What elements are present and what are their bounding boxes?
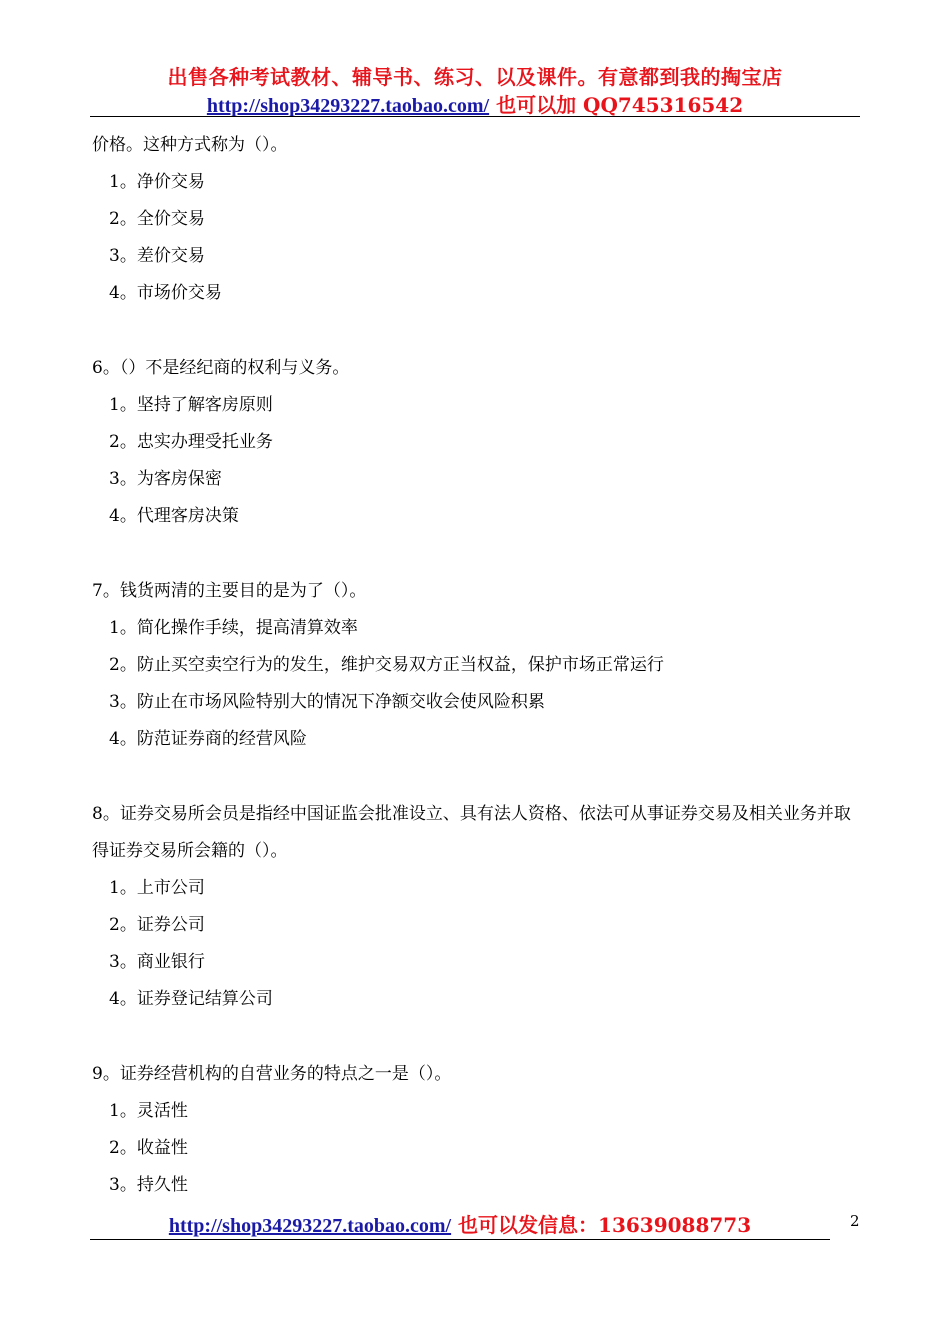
spacer xyxy=(92,758,862,796)
question-6: 6。（）不是经纪商的权利与义务。 xyxy=(92,358,350,378)
footer-shop-link[interactable]: http://shop34293227.taobao.com/ xyxy=(168,1215,452,1237)
option-item: 2。忠实办理受托业务 xyxy=(109,432,273,452)
header-divider xyxy=(90,116,860,117)
option-item: 3。差价交易 xyxy=(109,246,205,266)
spacer xyxy=(92,312,862,350)
header-qq-number: 745316542 xyxy=(617,93,744,117)
option-item: 1。简化操作手续，提高清算效率 xyxy=(109,618,358,638)
question-7: 7。钱货两清的主要目的是为了（）。 xyxy=(92,581,367,601)
header-ad-text: 出售各种考试教材、辅导书、练习、以及课件。有意都到我的掏宝店 xyxy=(167,65,783,89)
question-8: 8。证券交易所会员是指经中国证监会批准设立、具有法人资格、依法可从事证券交易及相关业务并取得证券交易所会籍的（）。 xyxy=(92,804,851,861)
option-item: 1。灵活性 xyxy=(109,1101,188,1121)
header-shop-link[interactable]: http://shop34293227.taobao.com/ xyxy=(206,95,490,117)
option-item: 3。商业银行 xyxy=(109,952,205,972)
option-item: 4。证券登记结算公司 xyxy=(109,989,273,1009)
page-footer xyxy=(90,1210,830,1241)
option-item: 2。防止买空卖空行为的发生，维护交易双方正当权益，保护市场正常运行 xyxy=(109,655,664,675)
option-item: 3。持久性 xyxy=(109,1175,188,1195)
option-item: 2。收益性 xyxy=(109,1138,188,1158)
spacer xyxy=(92,1018,862,1056)
spacer xyxy=(92,535,862,573)
option-item: 4。代理客房决策 xyxy=(109,506,239,526)
page-number: 2 xyxy=(850,1212,860,1230)
option-item: 4。防范证券商的经营风险 xyxy=(109,729,307,749)
header-suffix-text: 也可以加 QQ xyxy=(489,93,618,117)
document-body xyxy=(92,127,862,1204)
question-9: 9。证券经营机构的自营业务的特点之一是（）。 xyxy=(92,1064,452,1084)
footer-divider xyxy=(90,1239,830,1240)
page-header xyxy=(90,62,860,119)
option-item: 3。防止在市场风险特别大的情况下净额交收会使风险积累 xyxy=(109,692,545,712)
option-item: 2。全价交易 xyxy=(109,209,205,229)
option-item: 3。为客房保密 xyxy=(109,469,222,489)
option-item: 2。证券公司 xyxy=(109,915,205,935)
option-item: 4。市场价交易 xyxy=(109,283,222,303)
header-contact-line xyxy=(90,92,860,119)
option-item: 1。上市公司 xyxy=(109,878,205,898)
option-item: 1。净价交易 xyxy=(109,172,205,192)
question-continuation: 价格。这种方式称为（）。 xyxy=(92,135,288,155)
footer-contact-text: 也可以发信息：13639088773 xyxy=(451,1213,752,1237)
option-item: 1。坚持了解客房原则 xyxy=(109,395,273,415)
